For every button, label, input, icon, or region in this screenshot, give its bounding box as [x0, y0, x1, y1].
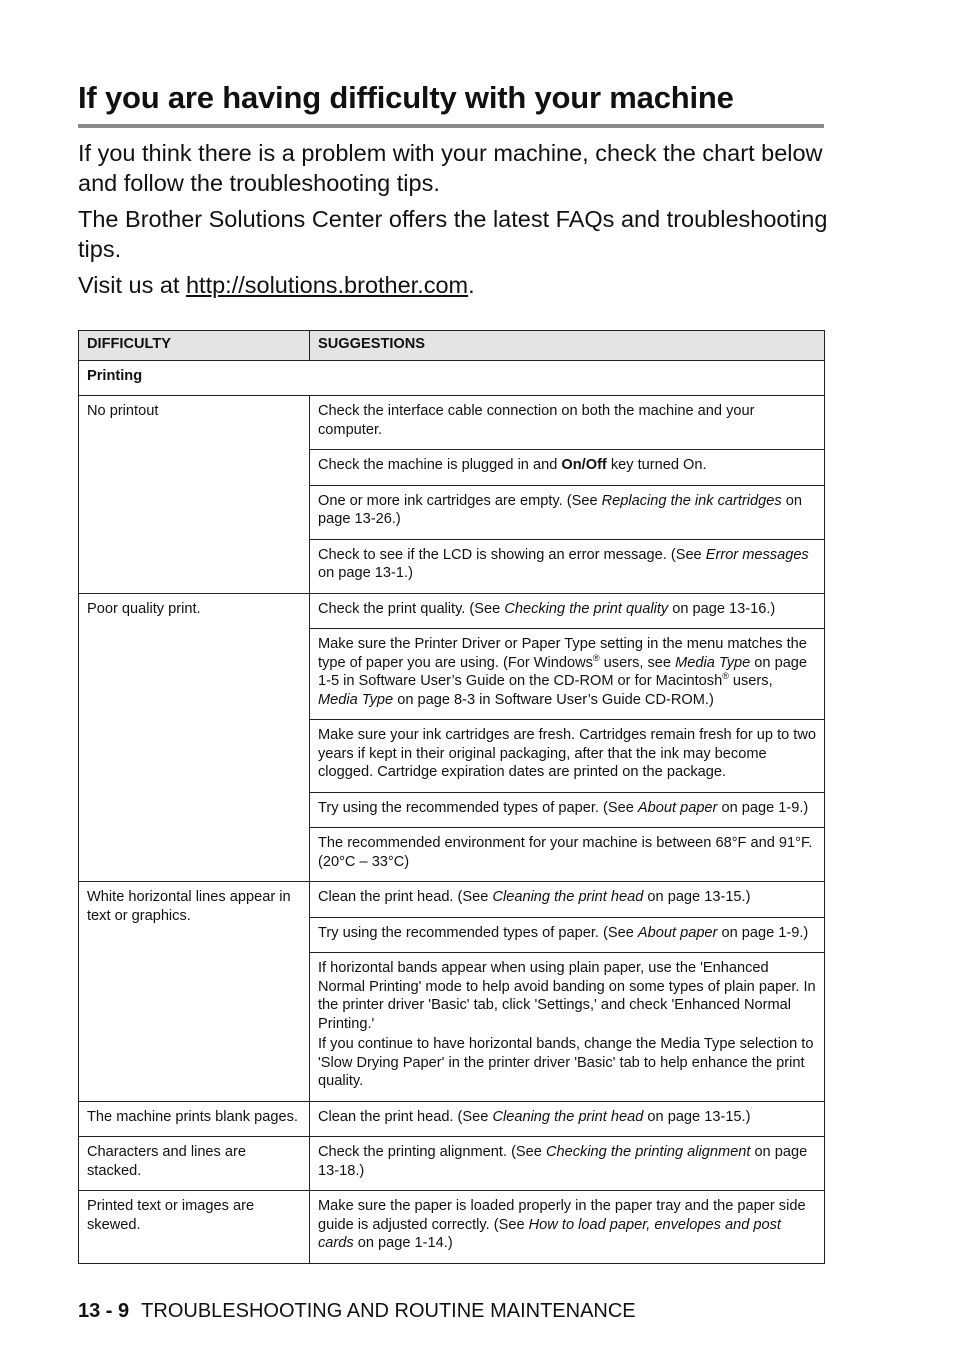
cross-reference: Replacing the ink cartridges [601, 492, 782, 509]
cross-reference: Checking the printing alignment [545, 1144, 751, 1160]
cross-reference: About paper [637, 799, 718, 816]
difficulty-header: DIFFICULTY [79, 331, 310, 361]
page-number: 13 - 9 [78, 1300, 130, 1322]
title-rule [78, 124, 824, 128]
suggestion-cell: Check the printing alignment. (See Checking the printing alignment on page 13-18.) [310, 1137, 825, 1191]
on-off-key-label: On/Off [561, 457, 607, 473]
difficulty-cell: No printout [79, 396, 310, 594]
cross-reference: Cleaning the print head [492, 889, 644, 905]
page-footer [78, 1300, 636, 1323]
table-row [79, 396, 825, 450]
difficulty-cell: Characters and lines are stacked. [79, 1137, 310, 1191]
suggestion-cell: Check the machine is plugged in and On/Off key turned On. [310, 450, 825, 486]
table-row [79, 593, 825, 629]
chapter-title: TROUBLESHOOTING AND ROUTINE MAINTENANCE [141, 1300, 636, 1322]
intro [78, 138, 838, 306]
suggestion-cell: If horizontal bands appear when using plain paper, use the 'Enhanced Normal Printing' mode to help avoid banding on some types of plain paper. In the printer driver 'Basic' tab, click 'Settings,' and check 'Enhanced Normal Printing.' If you continue to have horizontal bands, change the Media Type selection to 'Slow Drying Paper' in the printer driver 'Basic' tab to help enhance the print quality. [310, 953, 825, 1102]
suggestion-cell: Clean the print head. (See Cleaning the print head on page 13-15.) [310, 1101, 825, 1137]
intro-paragraph: If you think there is a problem with your machine, check the chart below and follow the troubleshooting tips. [78, 140, 823, 196]
section-printing: Printing [79, 360, 825, 396]
page-title: If you are having difficulty with your machine [78, 80, 734, 115]
cross-reference: Media Type [318, 691, 394, 708]
cross-reference: Checking the print quality [504, 600, 669, 617]
cross-reference: About paper [637, 924, 718, 941]
suggestions-header: SUGGESTIONS [310, 331, 825, 361]
cross-reference: Error messages [705, 546, 809, 563]
suggestion-cell: One or more ink cartridges are empty. (See Replacing the ink cartridges on page 13-26.) [310, 485, 825, 539]
suggestion-cell: Try using the recommended types of paper. (See About paper on page 1-9.) [310, 792, 825, 828]
suggestion-cell: Make sure the paper is loaded properly in the paper tray and the paper side guide is adjusted correctly. (See How to load paper, envelopes and post cards on page 1-14.) [310, 1191, 825, 1264]
troubleshooting-table [78, 330, 825, 1264]
suggestion-cell: Make sure the Printer Driver or Paper Type setting in the menu matches the type of paper you are using. (For Windows® users, see Media Type on page 1-5 in Software User’s Guide on the CD-ROM or for Macintosh® users, Media Type on page 8-3 in Software User’s Guide CD-ROM.) [310, 629, 825, 720]
suggestion-cell: Check the interface cable connection on both the machine and your computer. [310, 396, 825, 450]
difficulty-cell: White horizontal lines appear in text or graphics. [79, 882, 310, 1102]
difficulty-cell: Poor quality print. [79, 593, 310, 882]
suggestion-cell: Check the print quality. (See Checking the print quality on page 13-16.) [310, 593, 825, 629]
table-header-row [79, 331, 825, 361]
suggestion-cell: Check to see if the LCD is showing an error message. (See Error messages on page 13-1.) [310, 539, 825, 593]
visit-prefix: Visit us at [78, 272, 186, 298]
cross-reference: How to load paper, envelopes and post cards [318, 1216, 781, 1251]
visit-suffix: . [468, 272, 475, 298]
suggestion-paragraph: If you continue to have horizontal bands, change the Media Type selection to 'Slow Drying Paper' in the printer driver 'Basic' tab to help enhance the print quality. [318, 1036, 814, 1089]
difficulty-cell: The machine prints blank pages. [79, 1101, 310, 1137]
cross-reference: Media Type [675, 654, 751, 671]
suggestion-cell: Try using the recommended types of paper. (See About paper on page 1-9.) [310, 917, 825, 953]
section-row [79, 360, 825, 396]
suggestion-cell: Make sure your ink cartridges are fresh. Cartridges remain fresh for up to two years if kept in their original packaging, after that the ink may become clogged. Cartridge expiration dates are printed on the package. [310, 720, 825, 793]
table-row [79, 1191, 825, 1264]
difficulty-cell: Printed text or images are skewed. [79, 1191, 310, 1264]
table-row [79, 1137, 825, 1191]
suggestion-cell: Clean the print head. (See Cleaning the print head on page 13-15.) [310, 882, 825, 918]
visit-paragraph [78, 270, 838, 300]
solutions-link[interactable]: http://solutions.brother.com [185, 272, 469, 298]
suggestion-cell: The recommended environment for your machine is between 68°F and 91°F. (20°C – 33°C) [310, 828, 825, 882]
intro-paragraph: The Brother Solutions Center offers the latest FAQs and troubleshooting tips. [78, 206, 828, 262]
table-row [79, 882, 825, 918]
cross-reference: Cleaning the print head [492, 1108, 644, 1125]
table-row [79, 1101, 825, 1137]
